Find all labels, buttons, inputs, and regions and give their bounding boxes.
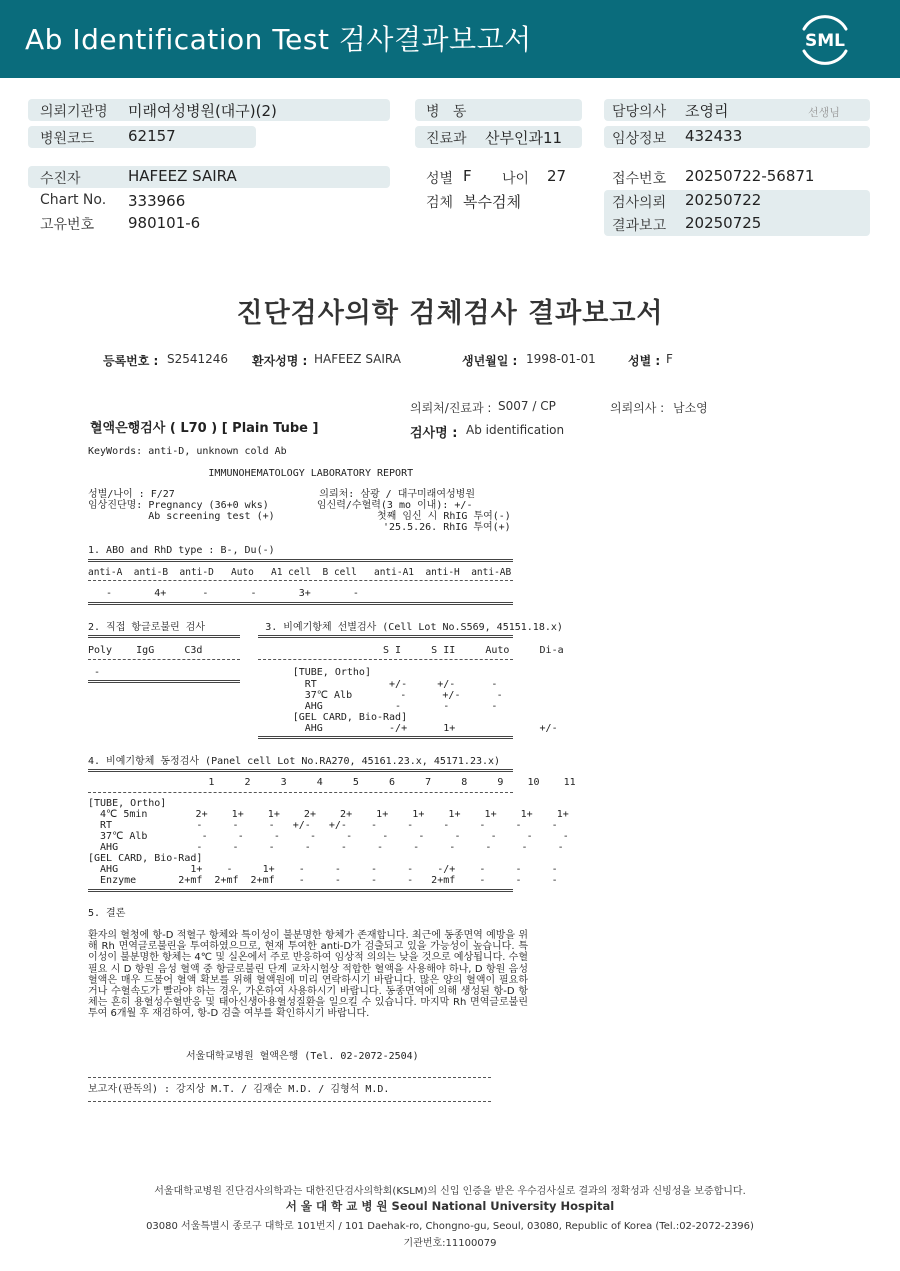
section-4-title: 4. 비예기항체 동정검사 (Panel cell Lot No.RA270, 45161.23.x, 45171.23.x)	[88, 756, 501, 767]
footer-cert: 서울대학교병원 진단검사의학과는 대한진단검사의학회(KSLM)의 신입 인증을 받은 우수검사실로 결과의 정확성과 신빙성을 보증합니다.	[154, 1186, 746, 1197]
doctor-value: 조영리	[685, 102, 729, 120]
section-5-title: 5. 결론	[88, 908, 126, 919]
footer-address: 03080 서울특별시 종로구 대학로 101번지 / 101 Daehak-ro, Chongno-gu, Seoul, 03080, Republic of Korea (Tel.:02-2072-2396)	[146, 1221, 754, 1232]
chart-label: Chart No.	[40, 192, 107, 208]
section-1-title: 1. ABO and RhD type : B-, Du(-)	[88, 545, 275, 556]
section-2-3-title: 2. 직접 항글로불린 검사 3. 비예기항체 선별검사 (Cell Lot No.S569, 45151.18.x)	[88, 622, 563, 633]
panel-row: [GEL CARD, Bio-Rad]	[88, 853, 203, 864]
specimen-value: 복수검체	[463, 193, 521, 211]
screen-row: [GEL CARD, Bio-Rad]	[88, 712, 408, 723]
rule	[258, 635, 513, 638]
test-title: 혈액은행검사 ( L70 ) [ Plain Tube ]	[90, 421, 319, 436]
conclusion-text: 환자의 혈청에 항-D 적혈구 항체와 특이성이 불분명한 항체가 존재합니다. 최근에 동종면역 예방을 위해 Rh 면역글로불린을 투여하였으므로, 현재 투여한 anti-D가 검출되고 있을 가능성이 높습니다. 특이성이 불분명한 항체는 4℃ 및 실온에서 주로 반응하여 임상적 의의는 낮을 것으로 예상됩니다. 수혈 필요 시 D 항원 음성 혈액 중 항글로불린 단계 교차시험상 적합한 혈액을 사용해야 하나, D 항원 음성 혈액은 매우 드물어 혈액 확보를 위해 혈액원에 미리 연락하시기 바랍니다. 많은 양의 혈액이 필요하거나 수혈속도가 빨라야 하는 경우, 가온하여 사용하시기 바랍니다. 동종면역에 의해 생성된 항-D 항체는 흔히 용혈성수혈반응 및 태아신생아용혈성질환을 일으킬 수 있습니다. 마지막 Rh 면역글로불린 투여 6개월 후 재검하여, 항-D 검출 여부를 확인하시기 바랍니다.	[88, 930, 528, 1020]
report-heading: 진단검사의학 검체검사 결과보고서	[236, 298, 664, 329]
clinical-value: 432433	[685, 127, 743, 145]
specimen-label: 검체	[426, 195, 454, 211]
abo-values: - 4+ - - 3+ -	[88, 588, 359, 599]
panel-row: 37℃ Alb - - - - - - - - - - -	[88, 831, 569, 842]
rule	[88, 1101, 491, 1102]
panel-row: Enzyme 2+mf 2+mf 2+mf - - - - 2+mf - - -	[88, 875, 558, 886]
test-name-value: Ab identification	[466, 423, 565, 437]
report-sex-label: 성별 :	[628, 354, 661, 368]
rule	[88, 1077, 491, 1078]
dept-value: 산부인과11	[485, 129, 563, 147]
reporter-line: 보고자(판독의) : 강지상 M.T. / 김재순 M.D. / 김형석 M.D.	[88, 1084, 390, 1095]
dept-label: 진료과	[426, 131, 467, 147]
report-sex-value: F	[666, 352, 673, 366]
ref-value: S007 / CP	[498, 399, 556, 413]
blood-bank-line: 서울대학교병원 혈액은행 (Tel. 02-2072-2504)	[186, 1051, 419, 1062]
ward-label: 병 동	[426, 104, 467, 120]
clinical-label: 임상정보	[612, 131, 667, 147]
screen-row: 37℃ Alb - +/- -	[88, 690, 503, 701]
report-line: '25.5.26. RhIG 투여(+)	[88, 522, 511, 533]
test-name-label: 검사명 :	[410, 426, 458, 441]
dob-label: 생년월일 :	[462, 354, 518, 368]
report-line: IMMUNOHEMATOLOGY LABORATORY REPORT	[88, 468, 414, 479]
receipt-value: 20250722-56871	[685, 167, 815, 185]
rule	[88, 792, 513, 793]
panel-row: [TUBE, Ortho]	[88, 798, 167, 809]
panel-header: 1 2 3 4 5 6 7 8 9 10 11	[88, 777, 576, 788]
rule	[88, 580, 513, 581]
institution-value: 미래여성병원(대구)(2)	[128, 102, 277, 120]
panel-row: AHG 1+ - 1+ - - - - -/+ - - -	[88, 864, 558, 875]
panel-row: RT - - - +/- +/- - - - - - -	[88, 820, 558, 831]
sml-logo-icon	[796, 13, 854, 65]
report-line: 임상진단명: Pregnancy (36+0 wks) 임신력/수혈력(3 mo 이내): +/-	[88, 500, 473, 511]
result-label: 결과보고	[612, 218, 667, 234]
dat-values: - [TUBE, Ortho]	[88, 667, 371, 678]
reg-label: 등록번호 :	[103, 354, 159, 368]
screen-row: AHG -/+ 1+ +/-	[88, 723, 558, 734]
hospital-code-value: 62157	[128, 127, 176, 145]
unique-value: 980101-6	[128, 214, 201, 232]
report-line: Ab screening test (+) 첫째 임신 시 RhIG 투여(-)	[88, 511, 511, 522]
hospital-code-label: 병원코드	[40, 131, 95, 147]
doctor-suffix: 선생님	[808, 106, 840, 119]
screen-row: RT +/- +/- -	[88, 679, 498, 690]
rule	[88, 889, 513, 892]
report-line: KeyWords: anti-D, unknown cold Ab	[88, 446, 287, 457]
reg-value: S2541246	[167, 352, 229, 366]
logo-text: SML	[805, 31, 845, 51]
rule	[88, 635, 240, 638]
panel-row: 4℃ 5min 2+ 1+ 1+ 2+ 2+ 1+ 1+ 1+ 1+ 1+ 1+	[88, 809, 569, 820]
rule	[88, 769, 513, 772]
dat-screen-header: Poly IgG C3d S I S II Auto Di-a	[88, 645, 564, 656]
footer-code: 기관번호:11100079	[403, 1238, 497, 1249]
ref-label: 의뢰처/진료과 :	[410, 401, 492, 415]
doctor-label: 담당의사	[612, 104, 667, 120]
rule	[258, 736, 513, 739]
abo-header: anti-A anti-B anti-D Auto A1 cell B cell anti-A1 anti-H anti-AB	[88, 567, 512, 578]
dob-value: 1998-01-01	[526, 352, 596, 366]
rule	[88, 659, 240, 660]
rule	[88, 602, 513, 605]
ref-doctor-value: 남소영	[673, 401, 708, 415]
institution-label: 의뢰기관명	[40, 104, 108, 120]
footer-hospital: 서 울 대 학 교 병 원 Seoul National University Hospital	[285, 1199, 615, 1213]
patient-value: HAFEEZ SAIRA	[128, 167, 237, 185]
name-value: HAFEEZ SAIRA	[314, 352, 401, 366]
screen-row: AHG - - -	[88, 701, 498, 712]
rule	[258, 659, 513, 660]
sex-value: F	[463, 167, 472, 185]
receipt-label: 접수번호	[612, 171, 667, 187]
result-value: 20250725	[685, 214, 762, 232]
panel-row: AHG - - - - - - - - - - -	[88, 842, 564, 853]
sex-label: 성별	[426, 171, 454, 187]
age-label: 나이	[502, 171, 530, 187]
chart-value: 333966	[128, 192, 186, 210]
page-title: Ab Identification Test 검사결과보고서	[25, 23, 532, 56]
request-value: 20250722	[685, 191, 762, 209]
request-label: 검사의뢰	[612, 195, 667, 211]
unique-label: 고유번호	[40, 217, 95, 233]
patient-label: 수진자	[40, 171, 81, 187]
report-line: 성별/나이 : F/27 의뢰처: 삼광 / 대구미래여성병원	[88, 489, 475, 500]
name-label: 환자성명 :	[252, 354, 308, 368]
age-value: 27	[547, 167, 567, 185]
rule	[88, 559, 513, 562]
ref-doctor-label: 의뢰의사 :	[610, 401, 665, 415]
